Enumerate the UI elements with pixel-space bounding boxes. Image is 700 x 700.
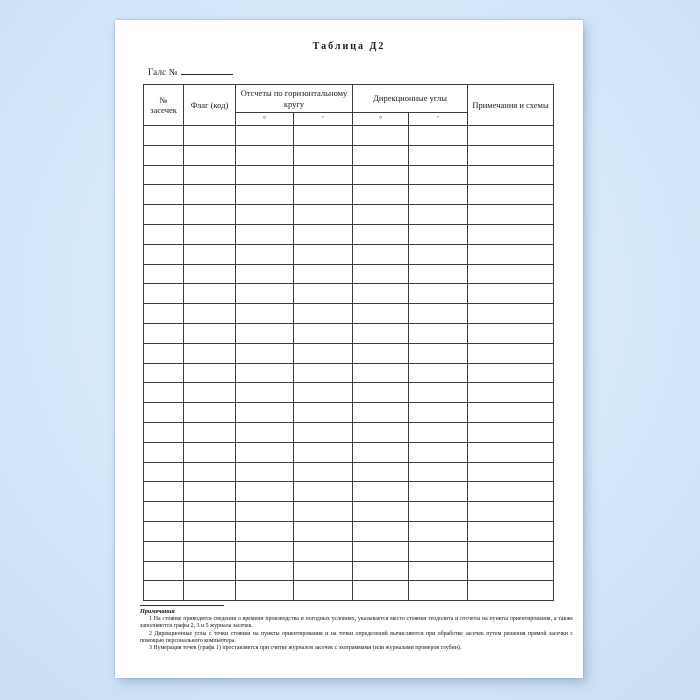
table-cell	[468, 383, 554, 403]
table-cell	[353, 482, 409, 502]
footnote-separator	[140, 605, 224, 606]
table-cell	[236, 323, 294, 343]
table-cell	[294, 541, 353, 561]
table-cell	[468, 422, 554, 442]
table-cell	[184, 521, 236, 541]
table-cell	[236, 482, 294, 502]
table-row	[144, 482, 554, 502]
table-cell	[409, 462, 468, 482]
table-cell	[353, 561, 409, 581]
page-title: Таблица Д2	[312, 41, 386, 52]
table-cell	[294, 185, 353, 205]
subheader-minutes-readings: ′	[294, 113, 353, 126]
table-cell	[468, 363, 554, 383]
table-cell	[409, 323, 468, 343]
table-cell	[468, 264, 554, 284]
table-cell	[184, 244, 236, 264]
table-cell	[468, 126, 554, 146]
table-cell	[409, 165, 468, 185]
table-cell	[144, 264, 184, 284]
table-cell	[294, 482, 353, 502]
table-cell	[144, 323, 184, 343]
table-cell	[144, 185, 184, 205]
table-cell	[294, 244, 353, 264]
table-cell	[236, 422, 294, 442]
table-cell	[409, 581, 468, 601]
table-row	[144, 343, 554, 363]
table-header-row	[144, 85, 554, 113]
subheader-degrees-readings: °	[236, 113, 294, 126]
table-cell	[409, 224, 468, 244]
table-cell	[409, 304, 468, 324]
footnotes-heading: Примечания	[140, 608, 175, 616]
table-row	[144, 521, 554, 541]
table-cell	[353, 304, 409, 324]
table-cell	[144, 521, 184, 541]
table-cell	[353, 442, 409, 462]
table-cell	[468, 403, 554, 423]
table-row	[144, 185, 554, 205]
table-cell	[236, 145, 294, 165]
table-row	[144, 126, 554, 146]
table-cell	[468, 482, 554, 502]
table-cell	[409, 145, 468, 165]
table-cell	[184, 541, 236, 561]
table-cell	[236, 185, 294, 205]
table-cell	[468, 323, 554, 343]
table-cell	[236, 264, 294, 284]
table-row	[144, 502, 554, 522]
table-cell	[236, 521, 294, 541]
table-cell	[184, 422, 236, 442]
table-cell	[184, 581, 236, 601]
table-cell	[236, 581, 294, 601]
table-cell	[468, 304, 554, 324]
table-row	[144, 165, 554, 185]
table-cell	[409, 284, 468, 304]
table-row	[144, 304, 554, 324]
subheader-degrees-angles: °	[353, 113, 409, 126]
table-cell	[236, 442, 294, 462]
table-cell	[184, 126, 236, 146]
table-cell	[353, 403, 409, 423]
table-cell	[353, 165, 409, 185]
table-cell	[144, 165, 184, 185]
table-row	[144, 244, 554, 264]
table-cell	[144, 284, 184, 304]
table-cell	[409, 126, 468, 146]
col-header-horizontal-circle-readings: Отсчеты по горизонтальному кругу	[236, 85, 353, 113]
table-cell	[236, 502, 294, 522]
table-row	[144, 581, 554, 601]
table-cell	[409, 383, 468, 403]
table-cell	[353, 224, 409, 244]
table-row	[144, 323, 554, 343]
table-cell	[294, 145, 353, 165]
table-cell	[184, 462, 236, 482]
table-cell	[468, 205, 554, 225]
table-cell	[353, 145, 409, 165]
col-header-zasechek-number: № засечек	[144, 85, 184, 126]
table-cell	[468, 145, 554, 165]
line-number-blank	[181, 65, 233, 75]
table-cell	[468, 502, 554, 522]
table-cell	[184, 363, 236, 383]
table-row	[144, 224, 554, 244]
table-row	[144, 442, 554, 462]
table-cell	[353, 502, 409, 522]
table-cell	[353, 284, 409, 304]
table-cell	[144, 304, 184, 324]
table-cell	[184, 561, 236, 581]
table-cell	[294, 363, 353, 383]
table-cell	[294, 323, 353, 343]
table-cell	[353, 541, 409, 561]
table-cell	[294, 462, 353, 482]
table-cell	[294, 224, 353, 244]
col-header-direction-angles: Дирекционные углы	[353, 85, 468, 113]
table-cell	[236, 165, 294, 185]
table-cell	[353, 343, 409, 363]
table-cell	[468, 224, 554, 244]
document-page	[115, 20, 583, 678]
table-cell	[184, 284, 236, 304]
table-cell	[236, 462, 294, 482]
table-cell	[468, 165, 554, 185]
table-cell	[294, 502, 353, 522]
table-cell	[144, 442, 184, 462]
table-cell	[294, 205, 353, 225]
table-cell	[144, 244, 184, 264]
table-cell	[409, 442, 468, 462]
table-cell	[184, 502, 236, 522]
table-cell	[144, 403, 184, 423]
table-cell	[353, 462, 409, 482]
footnotes	[140, 608, 573, 653]
table-cell	[353, 422, 409, 442]
table-cell	[353, 185, 409, 205]
table-cell	[409, 482, 468, 502]
table-cell	[353, 126, 409, 146]
table-cell	[353, 264, 409, 284]
table-cell	[353, 383, 409, 403]
table-row	[144, 541, 554, 561]
table-cell	[468, 284, 554, 304]
line-number-field	[148, 65, 583, 77]
table-cell	[144, 383, 184, 403]
table-cell	[184, 482, 236, 502]
subheader-minutes-angles: ′	[409, 113, 468, 126]
table-cell	[184, 145, 236, 165]
table-row	[144, 284, 554, 304]
table-cell	[236, 541, 294, 561]
table-cell	[236, 224, 294, 244]
table-cell	[294, 304, 353, 324]
table-cell	[236, 561, 294, 581]
table-row	[144, 383, 554, 403]
table-cell	[144, 561, 184, 581]
table-cell	[294, 165, 353, 185]
table-cell	[468, 343, 554, 363]
table-cell	[409, 363, 468, 383]
table-cell	[236, 343, 294, 363]
table-cell	[184, 264, 236, 284]
table-cell	[236, 383, 294, 403]
line-number-label: Галс №	[148, 67, 178, 77]
table-cell	[468, 462, 554, 482]
table-row	[144, 145, 554, 165]
table-cell	[144, 205, 184, 225]
table-cell	[409, 343, 468, 363]
table-cell	[294, 581, 353, 601]
table-cell	[184, 323, 236, 343]
table-row	[144, 363, 554, 383]
table-cell	[294, 284, 353, 304]
table-cell	[294, 126, 353, 146]
col-header-notes-schemes: Примечания и схемы	[468, 85, 554, 126]
table-cell	[144, 541, 184, 561]
table-cell	[294, 343, 353, 363]
table-cell	[409, 561, 468, 581]
table-cell	[468, 185, 554, 205]
table-row	[144, 403, 554, 423]
table-cell	[184, 185, 236, 205]
table-cell	[409, 422, 468, 442]
table-cell	[294, 561, 353, 581]
table-cell	[236, 403, 294, 423]
table-cell	[409, 205, 468, 225]
table-cell	[468, 521, 554, 541]
table-cell	[294, 521, 353, 541]
table-cell	[236, 126, 294, 146]
table-cell	[468, 442, 554, 462]
table-cell	[236, 244, 294, 264]
table-cell	[409, 502, 468, 522]
table-cell	[236, 284, 294, 304]
table-cell	[144, 126, 184, 146]
table-cell	[184, 383, 236, 403]
table-cell	[409, 264, 468, 284]
table-cell	[236, 363, 294, 383]
table-cell	[468, 541, 554, 561]
table-cell	[144, 343, 184, 363]
table-cell	[144, 502, 184, 522]
table-cell	[294, 383, 353, 403]
table-cell	[144, 224, 184, 244]
table-row	[144, 561, 554, 581]
footnote-3: 3 Нумерация точек (графа 1) проставляется при считке журналов засечек с эхограммами (или журналами промеров глубин).	[149, 645, 462, 652]
data-table	[143, 84, 554, 601]
table-cell	[353, 581, 409, 601]
table-cell	[184, 224, 236, 244]
table-cell	[184, 205, 236, 225]
table-row	[144, 422, 554, 442]
table-row	[144, 462, 554, 482]
table-cell	[144, 363, 184, 383]
table-cell	[184, 442, 236, 462]
table-cell	[236, 304, 294, 324]
table-cell	[294, 442, 353, 462]
table-cell	[294, 264, 353, 284]
table-cell	[144, 482, 184, 502]
table-cell	[184, 165, 236, 185]
table-row	[144, 205, 554, 225]
table-cell	[184, 403, 236, 423]
footnote-2: 2 Дирекционные углы с точки стоянки на пункты ориентирования и на точки определений вычисляются при обработке засечек путем решения прямой засечки с помощью персонального компьютера.	[140, 630, 573, 644]
table-cell	[236, 205, 294, 225]
table-cell	[409, 403, 468, 423]
table-cell	[184, 304, 236, 324]
table-cell	[353, 205, 409, 225]
table-cell	[468, 561, 554, 581]
table-cell	[294, 403, 353, 423]
table-cell	[409, 244, 468, 264]
table-cell	[409, 541, 468, 561]
table-cell	[184, 343, 236, 363]
table-cell	[144, 145, 184, 165]
table-cell	[468, 244, 554, 264]
table-cell	[353, 363, 409, 383]
table-cell	[144, 462, 184, 482]
table-cell	[294, 422, 353, 442]
table-cell	[353, 323, 409, 343]
col-header-flag-code: Флаг (код)	[184, 85, 236, 126]
table-cell	[144, 581, 184, 601]
table-cell	[144, 422, 184, 442]
table-cell	[468, 581, 554, 601]
table-cell	[409, 185, 468, 205]
table-row	[144, 264, 554, 284]
table-cell	[353, 244, 409, 264]
footnote-1: 1 На стоянке приводятся сведения о времени производства и погодных условиях, указывается место стоянки теодолита и отсчеты на пункты ориентирования, а также заполняются графы 2, 3 и 5 журнала засечек.	[140, 615, 573, 630]
table-cell	[409, 521, 468, 541]
table-cell	[353, 521, 409, 541]
